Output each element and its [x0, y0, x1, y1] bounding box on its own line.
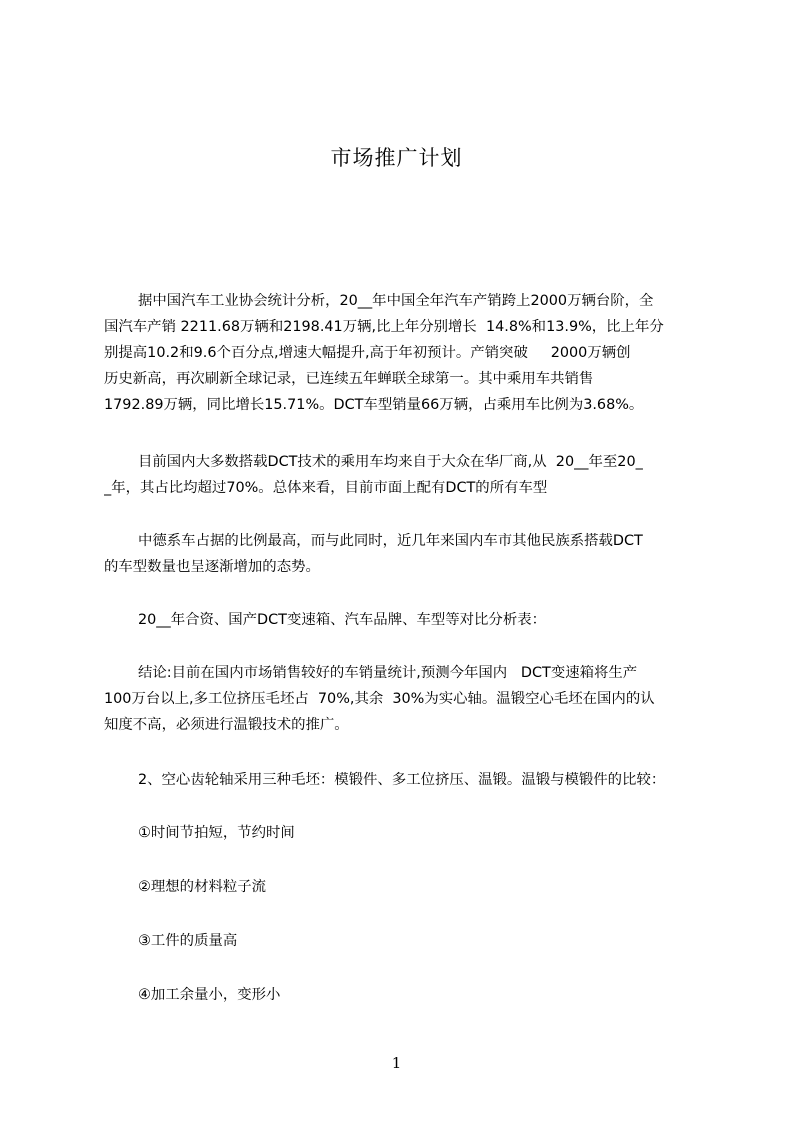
text-line: ③工件的质量高 [138, 933, 238, 949]
text-line: ②理想的材料粒子流 [138, 879, 267, 895]
paragraph-blank-types [104, 767, 710, 793]
text-line: 20__年合资、国产DCT变速箱、汽车品牌、车型等对比分析表： [138, 612, 546, 628]
page-number: 1 [391, 1054, 402, 1072]
list-item-machining-allowance [104, 982, 710, 1008]
text-line: 历史新高，再次刷新全球记录，已连续五年蝉联全球第一。其中乘用车共销售 [104, 371, 594, 387]
text-line: 知度不高，必须进行温锻技术的推广。 [104, 717, 349, 733]
paragraph-dct-vehicles [104, 449, 710, 501]
document-title: 市场推广计划 [330, 146, 463, 170]
text-line: _年，其占比均超过70%。总体来看，目前市面上配有DCT的所有车型 [104, 480, 548, 496]
text-line: ①时间节拍短，节约时间 [138, 825, 295, 841]
list-item-material-flow [104, 874, 710, 900]
text-line: 1792.89万辆，同比增长15.71%。DCT车型销量66万辆，占乘用车比例为3.68%。 [104, 397, 644, 413]
paragraph-german-share [104, 528, 710, 580]
text-line: 别提高10.2和9.6个百分点,增速大幅提升,高于年初预计。产销突破 2000万辆创 [104, 345, 631, 361]
text-line: 的车型数量也呈逐渐增加的态势。 [104, 559, 320, 575]
text-line: 国汽车产销 2211.68万辆和2198.41万辆,比上年分别增长 14.8%和13.9%，比上年分 [104, 319, 664, 335]
paragraph-conclusion [104, 660, 710, 738]
list-item-time [104, 820, 710, 846]
text-line: ④加工余量小，变形小 [138, 987, 281, 1003]
text-line: 100万台以上,多工位挤压毛坯占 70%,其余 30%为实心轴。温锻空心毛坯在国内的认 [104, 691, 655, 707]
text-line: 目前国内大多数搭载DCT技术的乘用车均来自于大众在华厂商,从 20__年至20_ [138, 454, 643, 470]
text-line: 据中国汽车工业协会统计分析，20__年中国全年汽车产销跨上2000万辆台阶，全 [138, 293, 654, 309]
list-item-quality [104, 928, 710, 954]
paragraph-comparison-table-caption [104, 607, 710, 633]
text-line: 2、空心齿轮轴采用三种毛坯：模锻件、多工位挤压、温锻。温锻与模锻件的比较： [138, 772, 666, 788]
text-line: 中德系车占据的比例最高，而与此同时，近几年来国内车市其他民族系搭载DCT [138, 533, 643, 549]
text-line: 结论:目前在国内市场销售较好的车销量统计,预测今年国内 DCT变速箱将生产 [138, 665, 638, 681]
paragraph-industry-stats [104, 288, 710, 418]
